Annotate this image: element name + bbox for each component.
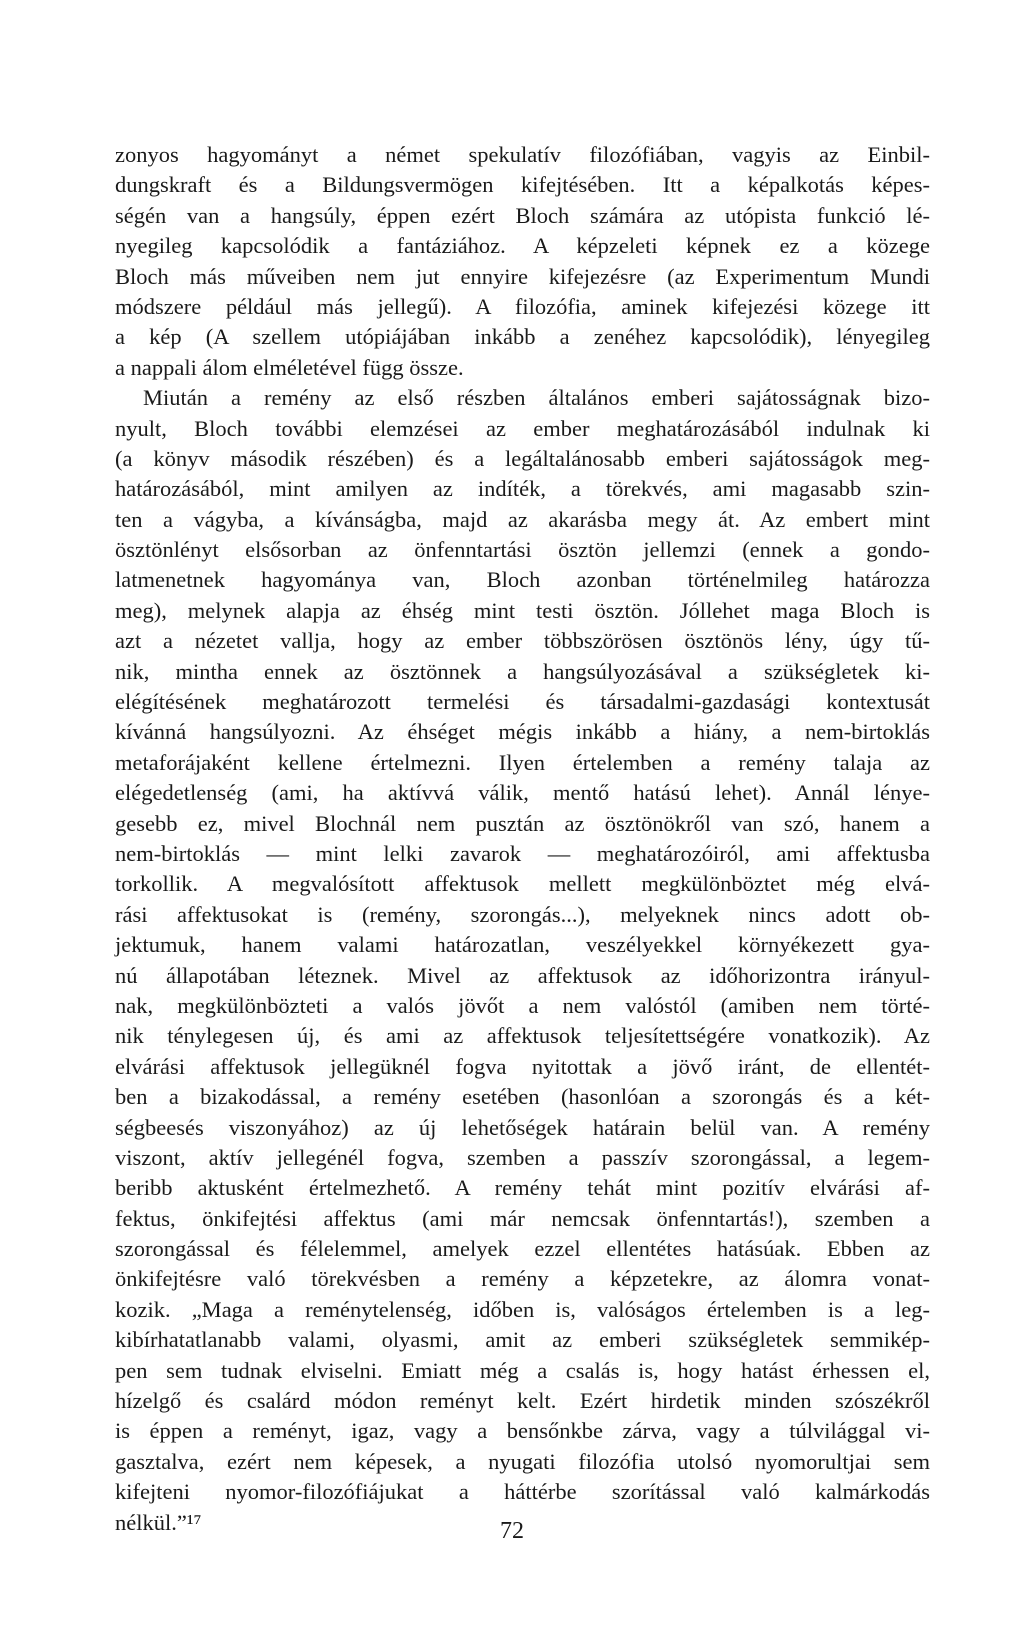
text-line: szorongással és félelemmel, amelyek ezzel ellentétes hatásúak. Ebben az [115, 1236, 930, 1262]
text-line: ségbeesés viszonyához) az új lehetőségek határain belül van. A remény [115, 1114, 930, 1140]
text-line: hízelgő és csalárd módon reményt kelt. Ezért hirdetik minden szószékről [115, 1388, 930, 1414]
text-line: elégítésének meghatározott termelési és társadalmi-gazdasági kontextusát [115, 689, 930, 715]
text-line: a nappali álom elméletével függ össze. [115, 354, 464, 380]
text-line: nú állapotában léteznek. Mivel az affektusok az időhorizontra irányul- [115, 962, 930, 988]
text-line: is éppen a reményt, igaz, vagy a bensőnkbe zárva, vagy a túlvilággal vi- [115, 1418, 930, 1444]
text-line: fektus, önkifejtési affektus (ami már nemcsak önfenntartás!), szemben a [115, 1205, 930, 1231]
text-line: dungskraft és a Bildungsvermögen kifejtésében. Itt a képalkotás képes- [115, 172, 930, 198]
text-line: kibírhatatlanabb valami, olyasmi, amit az emberi szükségletek semmikép- [115, 1327, 930, 1353]
text-line: nik, mintha ennek az ösztönnek a hangsúlyozásával a szükségletek ki- [115, 658, 930, 684]
text-line: nélkül.”¹⁷ [115, 1509, 202, 1535]
text-line: kívánná hangsúlyozni. Az éhséget mégis inkább a hiány, a nem-birtoklás [115, 719, 930, 745]
text-line: gesebb ez, mivel Blochnál nem pusztán az ösztönökről van szó, hanem a [115, 810, 930, 836]
text-line: latmenetnek hagyománya van, Bloch azonban történelmileg határozza [115, 567, 930, 593]
text-line: Miután a remény az első részben általános emberi sajátosságnak bizo- [143, 385, 930, 411]
page-number: 72 [500, 1518, 524, 1544]
text-line: nyegileg kapcsolódik a fantáziához. A képzeleti képnek ez a közege [115, 233, 930, 259]
text-line: gasztalva, ezért nem képesek, a nyugati filozófia utolsó nyomorultjai sem [115, 1448, 930, 1474]
text-line: jektumuk, hanem valami határozatlan, veszélyekkel környékezett gya- [115, 932, 930, 958]
text-line: metaforájaként kellene értelmezni. Ilyen értelemben a remény talaja az [115, 749, 930, 775]
text-line: ösztönlényt elsősorban az önfenntartási ösztön jellemzi (ennek a gondo- [115, 537, 930, 563]
text-line: beribb aktusként értelmezhető. A remény tehát mint pozitív elvárási af- [115, 1175, 930, 1201]
text-line: zonyos hagyományt a német spekulatív filozófiában, vagyis az Einbil- [115, 142, 930, 167]
text-line: a kép (A szellem utópiájában inkább a zenéhez kapcsolódik), lényegileg [115, 324, 930, 350]
text-line: nak, megkülönbözteti a valós jövőt a nem valóstól (amiben nem törté- [115, 992, 930, 1018]
text-line: ten a vágyba, a kívánságba, majd az akarásba megy át. Az embert mint [115, 506, 930, 532]
text-line: (a könyv második részében) és a legáltalánosabb emberi sajátosságok meg- [115, 445, 930, 471]
text-line: kifejteni nyomor-filozófiájukat a háttérbe szorítással való kalmárkodás [115, 1479, 930, 1505]
text-line: kozik. „Maga a reménytelenség, időben is, valóságos értelemben is a leg- [115, 1296, 930, 1322]
text-line: nem-birtoklás — mint lelki zavarok — meghatározóiról, ami affektusba [115, 840, 930, 866]
text-line: azt a nézetet vallja, hogy az ember többszörösen ösztönös lény, úgy tű- [115, 628, 930, 654]
text-line: ségén van a hangsúly, éppen ezért Bloch számára az utópista funkció lé- [115, 202, 930, 228]
body-text [115, 140, 930, 1538]
text-line: nyult, Bloch további elemzései az ember meghatározásából indulnak ki [115, 415, 930, 441]
text-line: ben a bizakodással, a remény esetében (hasonlóan a szorongás és a két- [115, 1084, 930, 1110]
text-line: rási affektusokat is (remény, szorongás...), melyeknek nincs adott ob- [115, 901, 930, 927]
text-line: módszere például más jellegű). A filozófia, aminek kifejezési közege itt [115, 293, 930, 319]
text-line: pen sem tudnak elviselni. Emiatt még a csalás is, hogy hatást érhessen el, [115, 1357, 930, 1383]
text-line: elégedetlenség (ami, ha aktívvá válik, mentő hatású lehet). Annál lénye- [115, 780, 930, 806]
text-line: meg), melynek alapja az éhség mint testi ösztön. Jóllehet maga Bloch is [115, 597, 930, 623]
text-line: önkifejtésre való törekvésben a remény a képzetekre, az álomra vonat- [115, 1266, 930, 1292]
text-line: torkollik. A megvalósított affektusok mellett megkülönböztet még elvá- [115, 871, 930, 897]
text-line: elvárási affektusok jellegüknél fogva nyitottak a jövő iránt, de ellentét- [115, 1053, 930, 1079]
text-line: nik ténylegesen új, és ami az affektusok teljesítettségére vonatkozik). Az [115, 1023, 930, 1049]
text-line: Bloch más műveiben nem jut ennyire kifejezésre (az Experimentum Mundi [115, 263, 930, 289]
text-line: viszont, aktív jellegénél fogva, szemben a passzív szorongással, a legem- [115, 1144, 930, 1170]
text-line: határozásából, mint amilyen az indíték, a törekvés, ami magasabb szin- [115, 476, 930, 502]
